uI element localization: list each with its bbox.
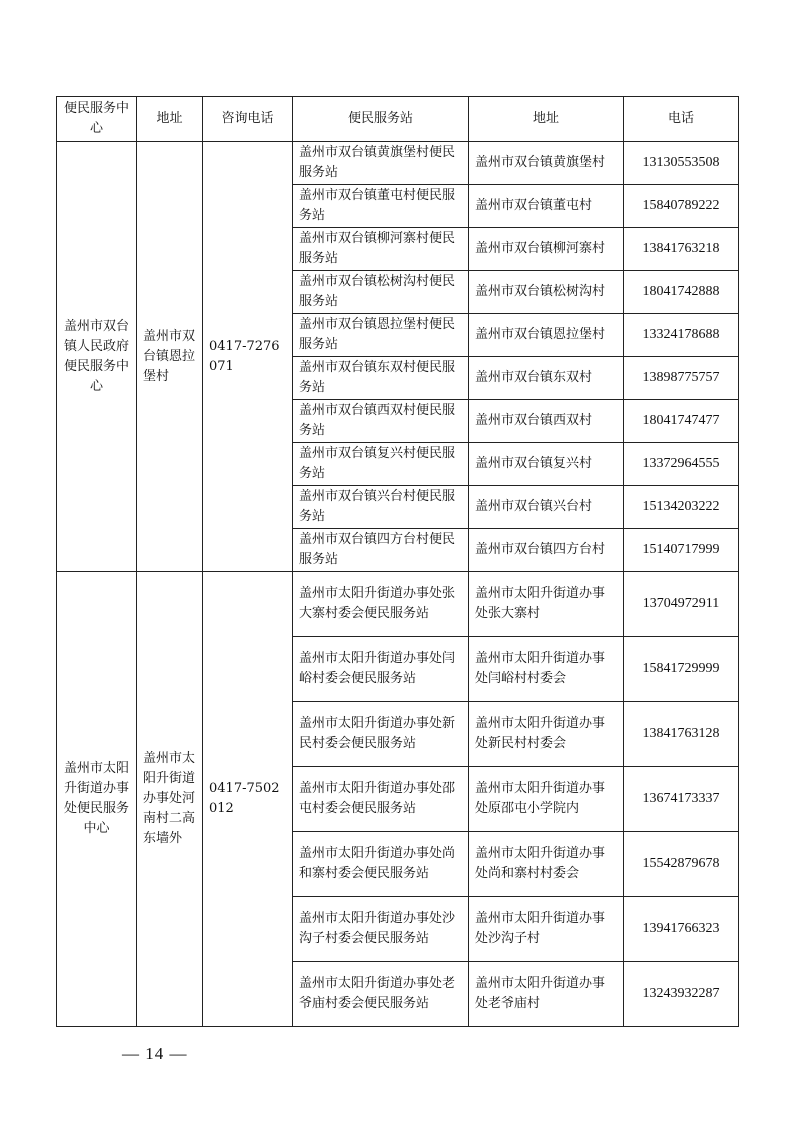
page-number: — 14 — [122,1044,188,1063]
station-address: 盖州市太阳升街道办事处尚和寨村村委会 [469,832,624,897]
center-phone: 0417-7276071 [203,142,293,572]
station-name: 盖州市双台镇恩拉堡村便民服务站 [293,314,469,357]
station-tel: 15841729999 [624,637,739,702]
center-address: 盖州市双台镇恩拉堡村 [137,142,203,572]
station-address: 盖州市太阳升街道办事处闫峪村村委会 [469,637,624,702]
station-name: 盖州市双台镇四方台村便民服务站 [293,529,469,572]
station-tel: 13243932287 [624,962,739,1027]
station-name: 盖州市双台镇柳河寨村便民服务站 [293,228,469,271]
station-tel: 15542879678 [624,832,739,897]
header-station: 便民服务站 [293,97,469,142]
center-phone: 0417-7502012 [203,572,293,1027]
station-tel: 13372964555 [624,443,739,486]
station-tel: 15134203222 [624,486,739,529]
station-address: 盖州市双台镇复兴村 [469,443,624,486]
station-address: 盖州市太阳升街道办事处沙沟子村 [469,897,624,962]
station-tel: 13130553508 [624,142,739,185]
station-tel: 18041742888 [624,271,739,314]
station-name: 盖州市双台镇兴台村便民服务站 [293,486,469,529]
station-address: 盖州市双台镇黄旗堡村 [469,142,624,185]
station-name: 盖州市双台镇董屯村便民服务站 [293,185,469,228]
station-tel: 13841763218 [624,228,739,271]
station-name: 盖州市太阳升街道办事处尚和寨村委会便民服务站 [293,832,469,897]
station-name: 盖州市双台镇复兴村便民服务站 [293,443,469,486]
table-row [57,572,739,637]
station-address: 盖州市太阳升街道办事处张大寨村 [469,572,624,637]
station-tel: 15840789222 [624,185,739,228]
station-tel: 13841763128 [624,702,739,767]
center-name: 盖州市太阳升街道办事处便民服务中心 [57,572,137,1027]
station-name: 盖州市太阳升街道办事处闫峪村委会便民服务站 [293,637,469,702]
station-tel: 13704972911 [624,572,739,637]
station-address: 盖州市双台镇柳河寨村 [469,228,624,271]
station-tel: 13324178688 [624,314,739,357]
station-name: 盖州市太阳升街道办事处老爷庙村委会便民服务站 [293,962,469,1027]
station-tel: 13941766323 [624,897,739,962]
station-name: 盖州市双台镇黄旗堡村便民服务站 [293,142,469,185]
station-address: 盖州市双台镇董屯村 [469,185,624,228]
station-name: 盖州市双台镇东双村便民服务站 [293,357,469,400]
header-station-tel: 电话 [624,97,739,142]
table-header-row [57,97,739,142]
header-address: 地址 [137,97,203,142]
station-address: 盖州市双台镇西双村 [469,400,624,443]
station-address: 盖州市双台镇松树沟村 [469,271,624,314]
station-address: 盖州市太阳升街道办事处新民村村委会 [469,702,624,767]
station-address: 盖州市太阳升街道办事处老爷庙村 [469,962,624,1027]
station-address: 盖州市双台镇东双村 [469,357,624,400]
station-name: 盖州市太阳升街道办事处邵屯村委会便民服务站 [293,767,469,832]
service-station-table [56,96,739,1027]
center-name: 盖州市双台镇人民政府便民服务中心 [57,142,137,572]
station-tel: 15140717999 [624,529,739,572]
station-name: 盖州市太阳升街道办事处新民村委会便民服务站 [293,702,469,767]
header-phone: 咨询电话 [203,97,293,142]
center-address: 盖州市太阳升街道办事处河南村二高东墙外 [137,572,203,1027]
station-address: 盖州市太阳升街道办事处原邵屯小学院内 [469,767,624,832]
station-name: 盖州市太阳升街道办事处沙沟子村委会便民服务站 [293,897,469,962]
station-address: 盖州市双台镇恩拉堡村 [469,314,624,357]
station-tel: 13674173337 [624,767,739,832]
station-tel: 18041747477 [624,400,739,443]
header-station-address: 地址 [469,97,624,142]
header-center: 便民服务中心 [57,97,137,142]
station-address: 盖州市双台镇兴台村 [469,486,624,529]
station-name: 盖州市双台镇松树沟村便民服务站 [293,271,469,314]
station-tel: 13898775757 [624,357,739,400]
station-name: 盖州市双台镇西双村便民服务站 [293,400,469,443]
station-address: 盖州市双台镇四方台村 [469,529,624,572]
table-row [57,142,739,185]
station-name: 盖州市太阳升街道办事处张大寨村委会便民服务站 [293,572,469,637]
